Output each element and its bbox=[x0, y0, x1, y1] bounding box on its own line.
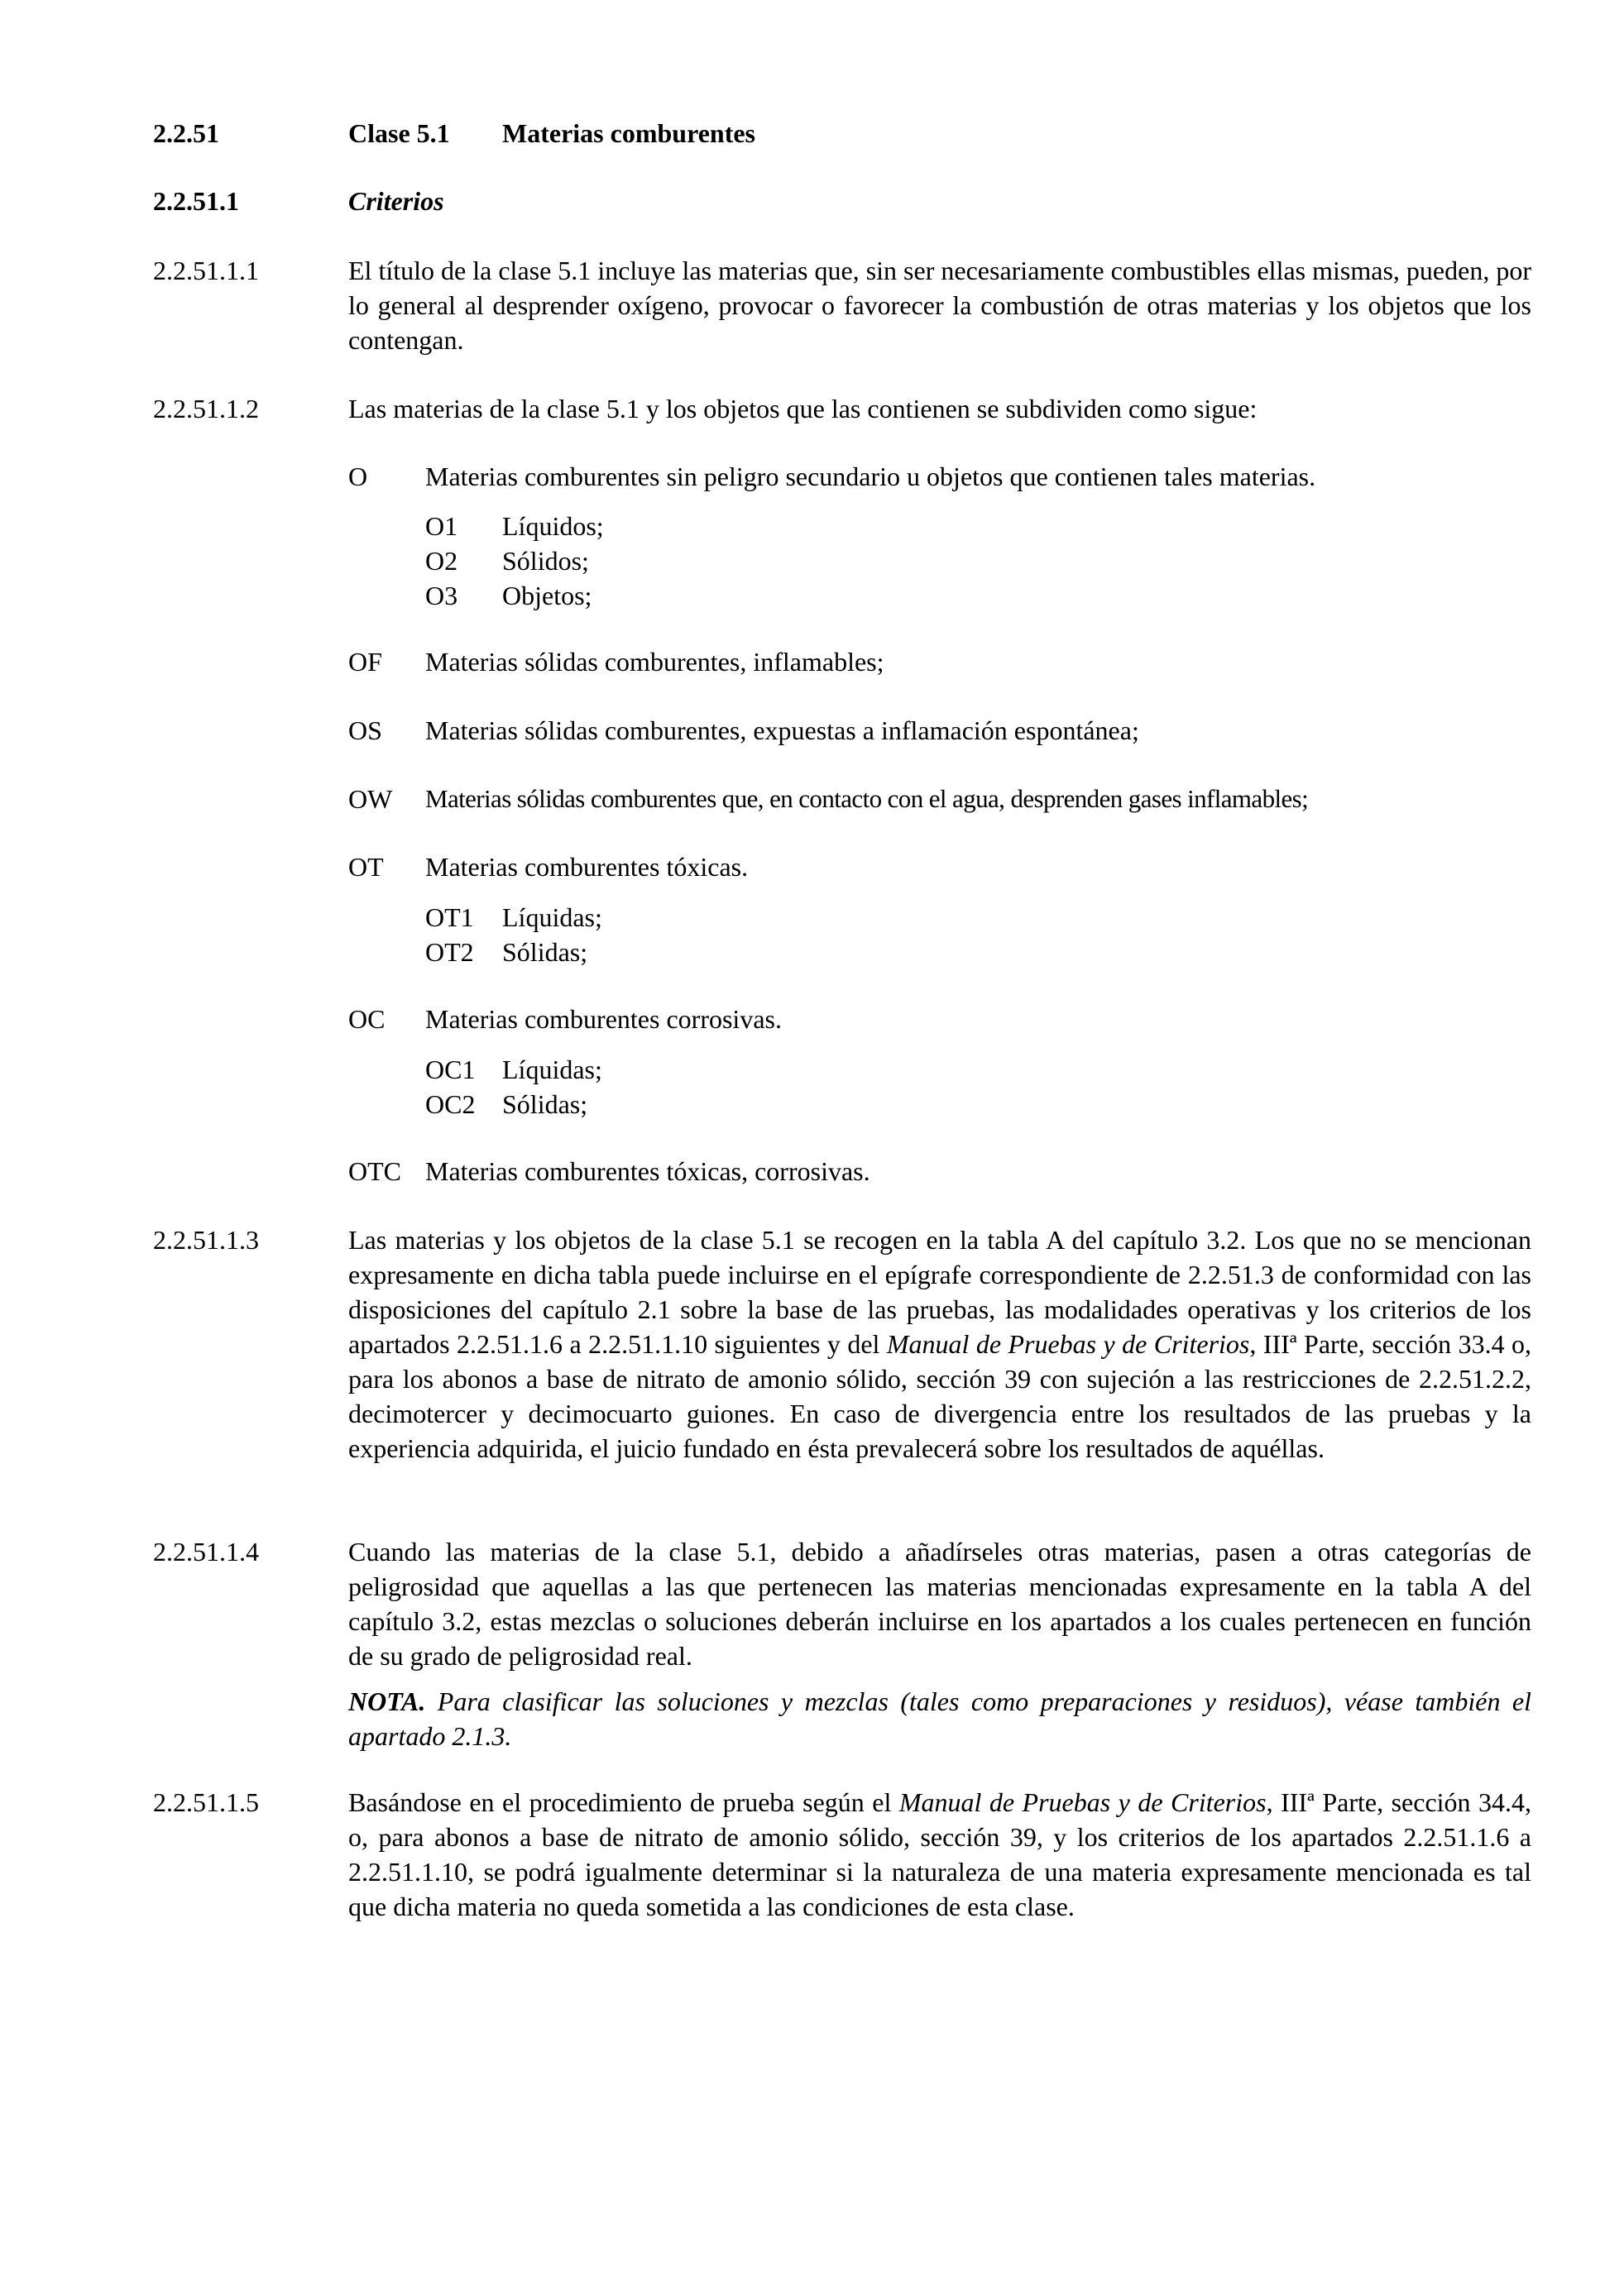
subcode-description: Líquidas; bbox=[502, 1055, 602, 1084]
criteria-title: Criterios bbox=[348, 186, 444, 216]
paragraph-text-part: Basándose en el procedimiento de prueba según el bbox=[348, 1787, 899, 1817]
subcode-description: Sólidas; bbox=[502, 1089, 588, 1119]
paragraph-text-part: , IIIª Parte, sección 33.4 o, para los abonos a base de nitrato de amonio sólido, sección 39 con sujeción a las restricciones de 2.2.51.2.2, decimotercer y decimocuarto guiones. En caso de divergencia entre los resultados de las pruebas y la experiencia adquirida, el juicio fundado en ésta prevalecerá sobre los resultados de aquéllas. bbox=[348, 1329, 1532, 1463]
subcode-label: O2 bbox=[425, 546, 458, 576]
code-label: OS bbox=[348, 715, 382, 745]
subcode-description: Sólidos; bbox=[502, 546, 589, 576]
code-label: OW bbox=[348, 784, 393, 814]
code-description: Materias sólidas comburentes, expuestas a inflamación espontánea; bbox=[425, 715, 1139, 745]
manual-reference: Manual de Pruebas y de Criterios bbox=[886, 1329, 1250, 1359]
paragraph-number: 2.2.51.1.1 bbox=[153, 256, 259, 285]
subcode-description: Líquidas; bbox=[502, 902, 602, 932]
code-description: Materias sólidas comburentes que, en contacto con el agua, desprenden gases inflamables; bbox=[425, 784, 1309, 813]
paragraph-text-part: , IIIª Parte, sección 34.4, o, para abonos a base de nitrato de amonio sólido, sección 39, y los criterios de los apartados 2.2.51.1.6 a 2.2.51.1.10, se podrá igualmente determinar si la naturaleza de una materia expresamente mencionada es tal que dicha materia no queda sometida a las condiciones de esta clase. bbox=[348, 1787, 1532, 1921]
paragraph-text-part: Las materias y los objetos de la clase 5.1 se recogen en la tabla A del capítulo 3.2. Los que no se mencionan expresamente en dicha tabla puede incluirse en el epígrafe correspondiente de 2.2.51.3 de conformidad con las disposiciones del capítulo 2.1 sobre la base de las pruebas, las modalidades operativas y los criterios de los apartados 2.2.51.1.6 a 2.2.51.1.10 siguientes y del bbox=[348, 1225, 1531, 1359]
subcode-description: Líquidos; bbox=[502, 511, 604, 541]
code-label: O bbox=[348, 462, 368, 491]
paragraph-text: Las materias de la clase 5.1 y los objetos que las contienen se subdividen como sigue: bbox=[348, 394, 1258, 423]
manual-reference: Manual de Pruebas y de Criterios bbox=[898, 1787, 1267, 1817]
subcode-label: OT2 bbox=[425, 937, 474, 967]
paragraph-text: El título de la clase 5.1 incluye las materias que, sin ser necesariamente combustibles ellas mismas, pueden, por lo general al desprender oxígeno, provocar o favorecer la combustión de otras materias y los objetos que los contengan. bbox=[348, 256, 1531, 355]
paragraph-number: 2.2.51.1.3 bbox=[153, 1225, 259, 1255]
code-label: OC bbox=[348, 1004, 386, 1034]
code-label: OF bbox=[348, 647, 382, 677]
note-text bbox=[348, 1684, 1531, 1753]
paragraph-number: 2.2.51.1.5 bbox=[153, 1787, 259, 1817]
code-description: Materias comburentes tóxicas, corrosivas. bbox=[425, 1156, 870, 1186]
note-body: Para clasificar las soluciones y mezclas (tales como preparaciones y residuos), véase también el apartado 2.1.3. bbox=[348, 1686, 1531, 1751]
note-label: NOTA. bbox=[348, 1686, 426, 1716]
section-title: Materias comburentes bbox=[502, 118, 755, 148]
criteria-number: 2.2.51.1 bbox=[153, 186, 239, 216]
code-description: Materias comburentes sin peligro secundario u objetos que contienen tales materias. bbox=[425, 462, 1316, 491]
subcode-description: Sólidas; bbox=[502, 937, 588, 967]
code-description: Materias sólidas comburentes, inflamables; bbox=[425, 647, 884, 677]
paragraph-text bbox=[348, 1785, 1531, 1924]
section-number: 2.2.51 bbox=[153, 118, 219, 148]
paragraph-number: 2.2.51.1.4 bbox=[153, 1537, 259, 1567]
subcode-label: O1 bbox=[425, 511, 458, 541]
subcode-label: OT1 bbox=[425, 902, 474, 932]
subcode-description: Objetos; bbox=[502, 581, 592, 610]
code-description: Materias comburentes corrosivas. bbox=[425, 1004, 782, 1034]
class-label: Clase 5.1 bbox=[348, 118, 450, 148]
code-description: Materias comburentes tóxicas. bbox=[425, 852, 749, 882]
paragraph-text bbox=[348, 1222, 1531, 1466]
paragraph-text: Cuando las materias de la clase 5.1, debido a añadírseles otras materias, pasen a otras categorías de peligrosidad que aquellas a las que pertenecen las materias mencionadas expresamente en la tabla A del capítulo 3.2, estas mezclas o soluciones deberán incluirse en los apartados a los cuales pertenecen en función de su grado de peligrosidad real. bbox=[348, 1537, 1531, 1671]
subcode-label: OC2 bbox=[425, 1089, 476, 1119]
subcode-label: O3 bbox=[425, 581, 458, 610]
code-label: OTC bbox=[348, 1156, 401, 1186]
paragraph-number: 2.2.51.1.2 bbox=[153, 394, 259, 423]
subcode-label: OC1 bbox=[425, 1055, 476, 1084]
code-label: OT bbox=[348, 852, 384, 882]
